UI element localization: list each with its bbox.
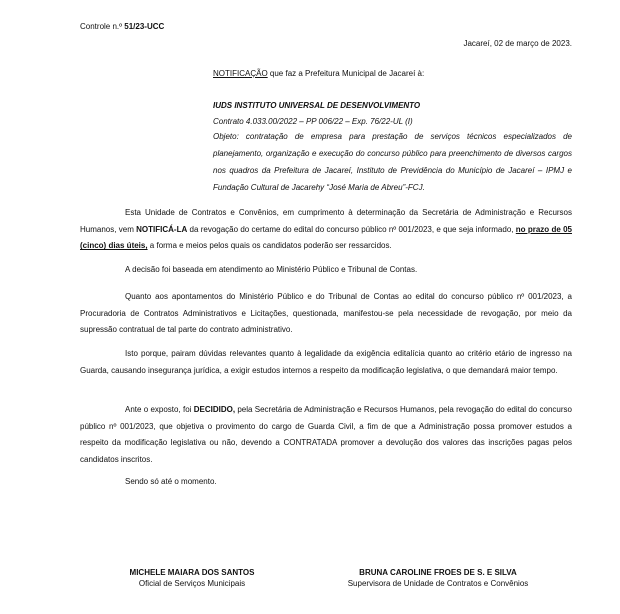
recipient-name: IUDS INSTITUTO UNIVERSAL DE DESENVOLVIMENTO xyxy=(213,101,421,110)
paragraph-notification: Esta Unidade de Contratos e Convênios, em cumprimento à determinação da Secretária de Administração e Recursos Humanos, vem NOTIFICÁ-LA da revogação do certame do edital do concurso público nº 001/2023, e que seja informado, no prazo de 05 (cinco) dias úteis, a forma e meios pelos quais os candidatos poderão ser ressarcidos. xyxy=(80,208,572,251)
contract-ref: Contrato 4.033.00/2022 – PP 006/22 – Exp. 76/22-UL (I) xyxy=(213,117,413,126)
contract-object: Objeto: contratação de empresa para prestação de serviços técnicos especializados de planejamento, organização e execução do concurso público para preenchimento de diversos cargos nos quadros da Prefeitura de Jacareí, Instituto de Previdência do Município de Jacareí – IPMJ e Fundação Cultural de Jacarehy “José Maria de Abreu”-FCJ. xyxy=(213,132,572,192)
paragraph-basis: A decisão foi baseada em atendimento ao Ministério Público e Tribunal de Contas. xyxy=(125,265,418,274)
paragraph-decision: Ante o exposto, foi DECIDIDO, pela Secretária de Administração e Recursos Humanos, pela revogação do edital do concurso público nº 001/2023, que objetiva o provimento do cargo de Guarda Civil, a fim de que a Administração possa promover estudos a respeito da modificação legislativa ou não, devendo a CONTRATADA promover a devolução dos valores das inscrições pagas pelos candidatos inscritos. xyxy=(80,405,572,464)
signature-1: MICHELE MAIARA DOS SANTOS Oficial de Serviços Municipais xyxy=(129,568,255,588)
date: Jacareí, 02 de março de 2023. xyxy=(463,39,572,48)
control-number: Controle n.º 51/23-UCC xyxy=(80,22,165,31)
paragraph-closing: Sendo só até o momento. xyxy=(125,477,217,486)
notification-heading: NOTIFICAÇÃO que faz a Prefeitura Municipal de Jacareí à: xyxy=(213,69,425,78)
paragraph-findings: Quanto aos apontamentos do Ministério Público e do Tribunal de Contas ao edital do concurso público nº 001/2023, a Procuradoria de Contratos Administrativos e Licitações, questionada, manifestou-se pela necessidade de revogação, por meio da supressão contratual de tal parte do contrato administrativo. xyxy=(80,292,572,335)
signature-2: BRUNA CAROLINE FROES DE S. E SILVA Supervisora de Unidade de Contratos e Convênios xyxy=(347,568,529,588)
paragraph-reason: Isto porque, pairam dúvidas relevantes quanto à legalidade da exigência editalícia quanto ao critério etário de ingresso na Guarda, causando insegurança jurídica, a exigir estudos internos a respeito da modificação legislativa, o que demandará maior tempo. xyxy=(80,349,572,375)
